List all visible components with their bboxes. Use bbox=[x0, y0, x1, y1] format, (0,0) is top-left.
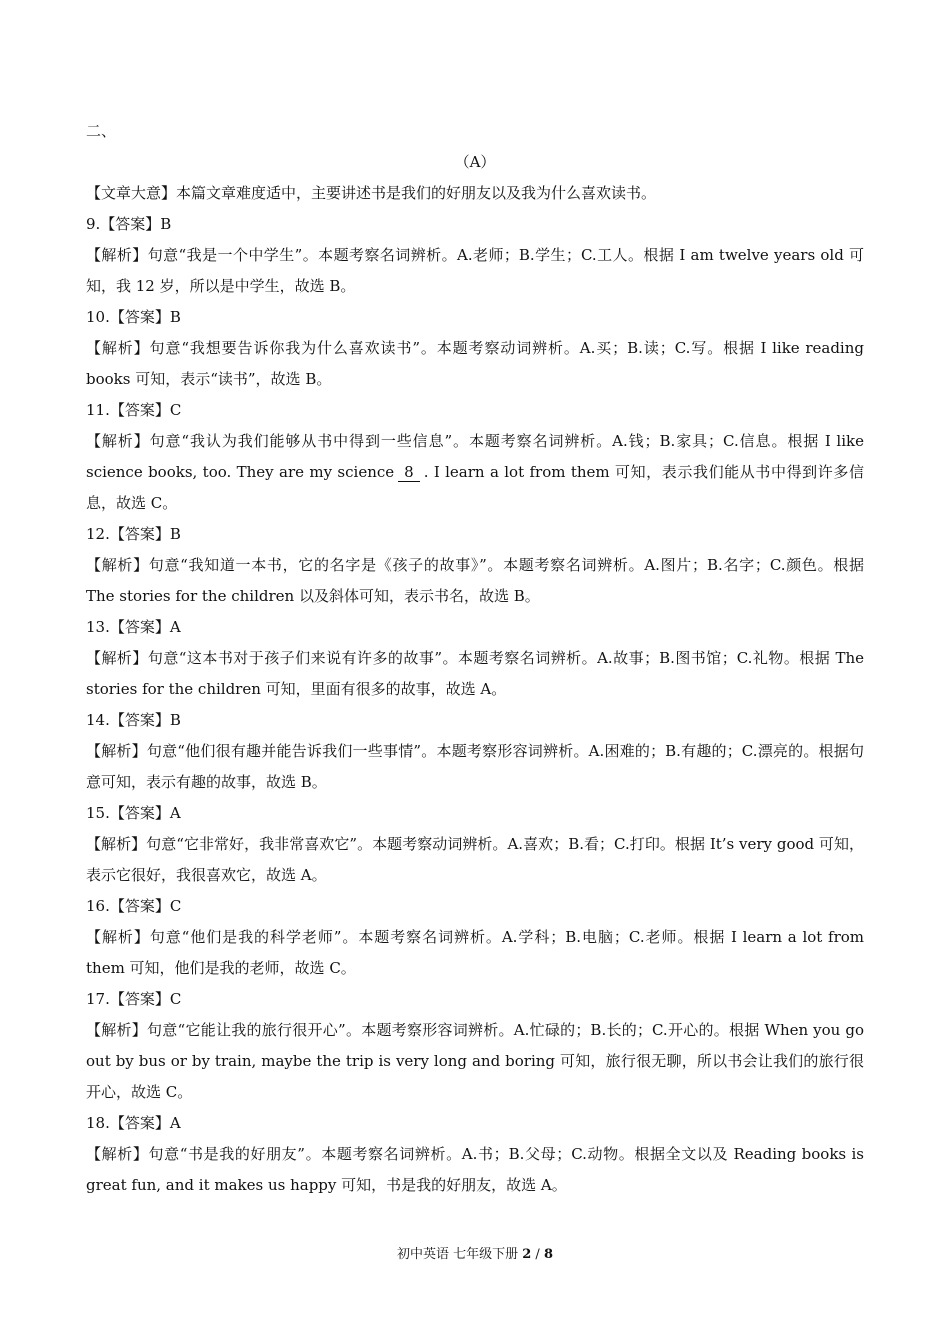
answer-17: 17.【答案】C bbox=[86, 990, 182, 1008]
passage-summary: 【文章大意】本篇文章难度适中，主要讲述书是我们的好朋友以及我为什么喜欢读书。 bbox=[86, 184, 657, 202]
analysis-12: 【解析】句意“我知道一本书，它的名字是《孩子的故事》”。本题考察名词辨析。A.图片；B.名字；C.颜色。根据 The stories for the children 以及斜体可知，表示书名，故选 B。 bbox=[86, 556, 864, 605]
analysis-11-before: 【解析】句意“我认为我们能够从书中得到一些信息”。本题考察名词辨析。A.钱；B.家具；C.信息。根据 I like science books, too. They are my science bbox=[86, 432, 864, 481]
analysis-9: 【解析】句意“我是一个中学生”。本题考察名词辨析。A.老师；B.学生；C.工人。根据 I am twelve years old 可知，我 12 岁，所以是中学生，故选 B。 bbox=[86, 246, 864, 295]
analysis-17: 【解析】句意“它能让我的旅行很开心”。本题考察形容词辨析。A.忙碌的；B.长的；C.开心的。根据 When you go out by bus or by train, maybe the trip is very long and boring 可知，旅行很无聊，所以书会让我们的旅行很开心，故选 C。 bbox=[86, 1021, 864, 1101]
section-label: 二、 bbox=[86, 122, 117, 140]
blank-number: 8 bbox=[398, 463, 420, 482]
answer-13: 13.【答案】A bbox=[86, 618, 181, 636]
passage-label: （A） bbox=[454, 153, 496, 171]
analysis-14: 【解析】句意“他们很有趣并能告诉我们一些事情”。本题考察形容词辨析。A.困难的；B.有趣的；C.漂亮的。根据句意可知，表示有趣的故事，故选 B。 bbox=[86, 742, 864, 791]
analysis-11 bbox=[86, 426, 864, 519]
answer-18: 18.【答案】A bbox=[86, 1114, 181, 1132]
analysis-15: 【解析】句意“它非常好，我非常喜欢它”。本题考察动词辨析。A.喜欢；B.看；C.打印。根据 It’s very good 可知，表示它很好，我很喜欢它，故选 A。 bbox=[86, 835, 864, 884]
answer-14: 14.【答案】B bbox=[86, 711, 181, 729]
page-footer bbox=[0, 1243, 950, 1262]
answer-11: 11.【答案】C bbox=[86, 401, 182, 419]
footer-text: 初中英语 七年级下册 bbox=[396, 1247, 523, 1262]
page-separator: / bbox=[531, 1247, 544, 1262]
answer-10: 10.【答案】B bbox=[86, 308, 181, 326]
answer-9: 9.【答案】B bbox=[86, 215, 172, 233]
answer-content bbox=[86, 116, 864, 1201]
page-total: 8 bbox=[543, 1247, 553, 1262]
page-current: 2 bbox=[522, 1247, 532, 1262]
answer-15: 15.【答案】A bbox=[86, 804, 181, 822]
analysis-18: 【解析】句意“书是我的好朋友”。本题考察名词辨析。A.书；B.父母；C.动物。根据全文以及 Reading books is great fun, and it makes us happy 可知，书是我的好朋友，故选 A。 bbox=[86, 1145, 864, 1194]
answer-12: 12.【答案】B bbox=[86, 525, 181, 543]
analysis-10: 【解析】句意“我想要告诉你我为什么喜欢读书”。本题考察动词辨析。A.买；B.读；C.写。根据 I like reading books 可知，表示“读书”，故选 B。 bbox=[86, 339, 864, 388]
analysis-11-after: . I learn a lot from them 可知，表示我们能从书中得到许多信息，故选 C。 bbox=[86, 463, 864, 512]
analysis-13: 【解析】句意“这本书对于孩子们来说有许多的故事”。本题考察名词辨析。A.故事；B.图书馆；C.礼物。根据 The stories for the children 可知，里面有很多的故事，故选 A。 bbox=[86, 649, 864, 698]
analysis-16: 【解析】句意“他们是我的科学老师”。本题考察名词辨析。A.学科；B.电脑；C.老师。根据 I learn a lot from them 可知，他们是我的老师，故选 C。 bbox=[86, 928, 864, 977]
answer-16: 16.【答案】C bbox=[86, 897, 182, 915]
